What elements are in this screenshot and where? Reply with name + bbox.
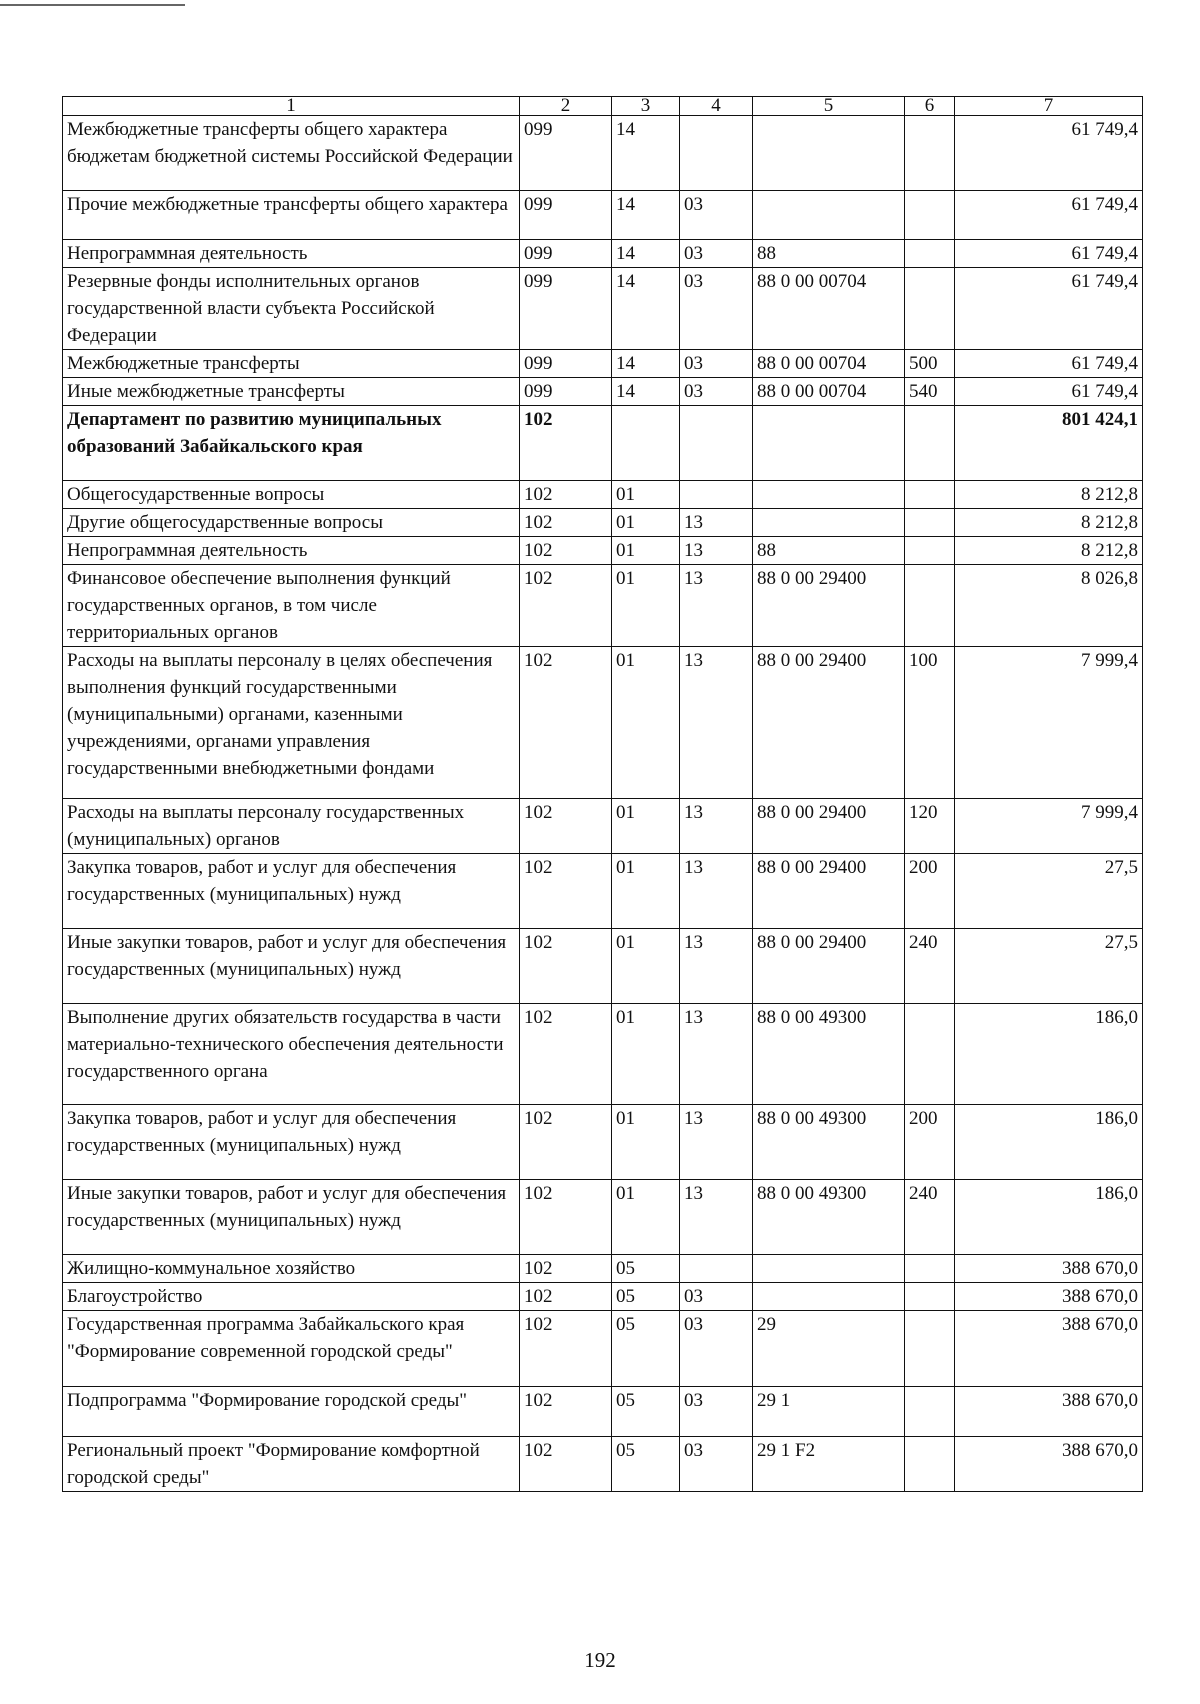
table-row	[63, 268, 1143, 350]
expense-type-cell	[905, 537, 955, 565]
amount-cell: 8 212,8	[955, 537, 1143, 565]
admin-code-cell: 102	[520, 406, 612, 481]
target-code-cell	[753, 406, 905, 481]
admin-code-cell: 102	[520, 1387, 612, 1437]
expense-type-cell: 540	[905, 378, 955, 406]
section-code-cell: 05	[612, 1283, 680, 1311]
section-code-cell: 01	[612, 509, 680, 537]
expense-type-cell: 120	[905, 799, 955, 854]
row-name-cell: Государственная программа Забайкальского края "Формирование современной городской среды"	[63, 1311, 520, 1387]
target-code-cell: 29 1	[753, 1387, 905, 1437]
table-row	[63, 191, 1143, 240]
target-code-cell: 29 1 F2	[753, 1437, 905, 1492]
target-code-cell: 88 0 00 49300	[753, 1105, 905, 1180]
subsection-code-cell: 13	[680, 647, 753, 799]
expense-type-cell: 240	[905, 929, 955, 1004]
admin-code-cell: 102	[520, 481, 612, 509]
subsection-code-cell: 03	[680, 1387, 753, 1437]
target-code-cell	[753, 509, 905, 537]
amount-cell: 7 999,4	[955, 799, 1143, 854]
admin-code-cell: 099	[520, 350, 612, 378]
section-code-cell: 01	[612, 854, 680, 929]
budget-table	[62, 96, 1143, 1492]
target-code-cell	[753, 1283, 905, 1311]
table-row	[63, 1255, 1143, 1283]
table-row	[63, 509, 1143, 537]
expense-type-cell	[905, 1255, 955, 1283]
table-row	[63, 240, 1143, 268]
admin-code-cell: 102	[520, 854, 612, 929]
expense-type-cell: 200	[905, 854, 955, 929]
row-name-cell: Подпрограмма "Формирование городской среды"	[63, 1387, 520, 1437]
table-row	[63, 481, 1143, 509]
table-row	[63, 1311, 1143, 1387]
row-name-cell: Благоустройство	[63, 1283, 520, 1311]
admin-code-cell: 102	[520, 799, 612, 854]
scan-artifact-line	[0, 4, 185, 6]
target-code-cell	[753, 481, 905, 509]
expense-type-cell	[905, 116, 955, 191]
section-code-cell: 14	[612, 116, 680, 191]
row-name-cell: Финансовое обеспечение выполнения функций государственных органов, в том числе территориальных органов	[63, 565, 520, 647]
subsection-code-cell: 03	[680, 191, 753, 240]
section-code-cell: 01	[612, 1004, 680, 1105]
admin-code-cell: 102	[520, 1437, 612, 1492]
row-name-cell: Закупка товаров, работ и услуг для обеспечения государственных (муниципальных) нужд	[63, 854, 520, 929]
admin-code-cell: 099	[520, 116, 612, 191]
row-name-cell: Региональный проект "Формирование комфортной городской среды"	[63, 1437, 520, 1492]
section-code-cell: 05	[612, 1437, 680, 1492]
subsection-code-cell: 13	[680, 565, 753, 647]
section-code-cell	[612, 406, 680, 481]
subsection-code-cell: 13	[680, 537, 753, 565]
amount-cell: 388 670,0	[955, 1255, 1143, 1283]
row-name-cell: Межбюджетные трансферты общего характера бюджетам бюджетной системы Российской Федерации	[63, 116, 520, 191]
target-code-cell: 88 0 00 49300	[753, 1004, 905, 1105]
section-code-cell: 01	[612, 647, 680, 799]
subsection-code-cell: 13	[680, 1105, 753, 1180]
section-code-cell: 01	[612, 537, 680, 565]
amount-cell: 186,0	[955, 1180, 1143, 1255]
section-code-cell: 14	[612, 268, 680, 350]
row-name-cell: Общегосударственные вопросы	[63, 481, 520, 509]
subsection-code-cell	[680, 1255, 753, 1283]
subsection-code-cell: 03	[680, 1437, 753, 1492]
subsection-code-cell: 03	[680, 240, 753, 268]
target-code-cell	[753, 191, 905, 240]
subsection-code-cell: 13	[680, 929, 753, 1004]
amount-cell: 61 749,4	[955, 378, 1143, 406]
amount-cell: 7 999,4	[955, 647, 1143, 799]
expense-type-cell	[905, 268, 955, 350]
target-code-cell	[753, 1255, 905, 1283]
target-code-cell	[753, 116, 905, 191]
subsection-code-cell	[680, 116, 753, 191]
amount-cell: 61 749,4	[955, 240, 1143, 268]
table-row	[63, 350, 1143, 378]
section-code-cell: 01	[612, 1180, 680, 1255]
target-code-cell: 88 0 00 00704	[753, 268, 905, 350]
column-number: 4	[680, 97, 753, 116]
expense-type-cell	[905, 1004, 955, 1105]
section-code-cell: 14	[612, 350, 680, 378]
section-code-cell: 01	[612, 481, 680, 509]
row-name-cell: Расходы на выплаты персоналу государственных (муниципальных) органов	[63, 799, 520, 854]
section-code-cell: 05	[612, 1311, 680, 1387]
amount-cell: 186,0	[955, 1004, 1143, 1105]
row-name-cell: Расходы на выплаты персоналу в целях обеспечения выполнения функций государственными (муниципальными) органами, казенными учреждениями, органами управления государственными внебюджетными фондами	[63, 647, 520, 799]
row-name-cell: Выполнение других обязательств государства в части материально-технического обеспечения деятельности государственного органа	[63, 1004, 520, 1105]
amount-cell: 61 749,4	[955, 116, 1143, 191]
amount-cell: 8 212,8	[955, 509, 1143, 537]
admin-code-cell: 102	[520, 1180, 612, 1255]
admin-code-cell: 102	[520, 1311, 612, 1387]
column-number: 2	[520, 97, 612, 116]
table-row	[63, 406, 1143, 481]
target-code-cell: 88	[753, 240, 905, 268]
admin-code-cell: 099	[520, 240, 612, 268]
subsection-code-cell: 13	[680, 509, 753, 537]
subsection-code-cell: 03	[680, 268, 753, 350]
subsection-code-cell	[680, 406, 753, 481]
section-code-cell: 01	[612, 565, 680, 647]
row-name-cell: Другие общегосударственные вопросы	[63, 509, 520, 537]
admin-code-cell: 102	[520, 1105, 612, 1180]
subsection-code-cell: 13	[680, 799, 753, 854]
admin-code-cell: 102	[520, 929, 612, 1004]
admin-code-cell: 099	[520, 191, 612, 240]
subsection-code-cell: 03	[680, 378, 753, 406]
expense-type-cell	[905, 240, 955, 268]
admin-code-cell: 102	[520, 565, 612, 647]
row-name-cell: Непрограммная деятельность	[63, 240, 520, 268]
column-number: 3	[612, 97, 680, 116]
table-row	[63, 565, 1143, 647]
row-name-cell: Иные закупки товаров, работ и услуг для обеспечения государственных (муниципальных) нужд	[63, 929, 520, 1004]
target-code-cell: 88	[753, 537, 905, 565]
admin-code-cell: 102	[520, 1004, 612, 1105]
subsection-code-cell: 13	[680, 1180, 753, 1255]
table-row	[63, 378, 1143, 406]
subsection-code-cell: 13	[680, 854, 753, 929]
expense-type-cell	[905, 565, 955, 647]
admin-code-cell: 102	[520, 647, 612, 799]
amount-cell: 8 212,8	[955, 481, 1143, 509]
expense-type-cell	[905, 481, 955, 509]
row-name-cell: Департамент по развитию муниципальных образований Забайкальского края	[63, 406, 520, 481]
amount-cell: 61 749,4	[955, 268, 1143, 350]
expense-type-cell: 240	[905, 1180, 955, 1255]
expense-type-cell	[905, 1311, 955, 1387]
section-code-cell: 01	[612, 799, 680, 854]
amount-cell: 61 749,4	[955, 350, 1143, 378]
table-row	[63, 929, 1143, 1004]
subsection-code-cell	[680, 481, 753, 509]
target-code-cell: 88 0 00 00704	[753, 378, 905, 406]
section-code-cell: 01	[612, 1105, 680, 1180]
target-code-cell: 88 0 00 29400	[753, 647, 905, 799]
expense-type-cell	[905, 191, 955, 240]
table-row	[63, 1180, 1143, 1255]
table-row	[63, 1283, 1143, 1311]
target-code-cell: 88 0 00 29400	[753, 929, 905, 1004]
target-code-cell: 88 0 00 29400	[753, 854, 905, 929]
admin-code-cell: 102	[520, 1283, 612, 1311]
admin-code-cell: 102	[520, 1255, 612, 1283]
table-row	[63, 647, 1143, 799]
target-code-cell: 88 0 00 49300	[753, 1180, 905, 1255]
subsection-code-cell: 03	[680, 1283, 753, 1311]
amount-cell: 388 670,0	[955, 1437, 1143, 1492]
column-number-row	[63, 97, 1143, 116]
section-code-cell: 01	[612, 929, 680, 1004]
target-code-cell: 88 0 00 29400	[753, 799, 905, 854]
row-name-cell: Межбюджетные трансферты	[63, 350, 520, 378]
row-name-cell: Резервные фонды исполнительных органов государственной власти субъекта Российской Федерации	[63, 268, 520, 350]
subsection-code-cell: 03	[680, 1311, 753, 1387]
amount-cell: 186,0	[955, 1105, 1143, 1180]
table-row	[63, 1437, 1143, 1492]
expense-type-cell	[905, 406, 955, 481]
row-name-cell: Иные закупки товаров, работ и услуг для обеспечения государственных (муниципальных) нужд	[63, 1180, 520, 1255]
row-name-cell: Закупка товаров, работ и услуг для обеспечения государственных (муниципальных) нужд	[63, 1105, 520, 1180]
section-code-cell: 14	[612, 191, 680, 240]
table-row	[63, 799, 1143, 854]
expense-type-cell: 500	[905, 350, 955, 378]
row-name-cell: Жилищно-коммунальное хозяйство	[63, 1255, 520, 1283]
table-row	[63, 1387, 1143, 1437]
target-code-cell: 29	[753, 1311, 905, 1387]
expense-type-cell	[905, 509, 955, 537]
amount-cell: 27,5	[955, 929, 1143, 1004]
budget-table-body	[63, 97, 1143, 1492]
subsection-code-cell: 13	[680, 1004, 753, 1105]
table-row	[63, 537, 1143, 565]
admin-code-cell: 099	[520, 378, 612, 406]
amount-cell: 61 749,4	[955, 191, 1143, 240]
row-name-cell: Иные межбюджетные трансферты	[63, 378, 520, 406]
table-row	[63, 1004, 1143, 1105]
expense-type-cell: 200	[905, 1105, 955, 1180]
subsection-code-cell: 03	[680, 350, 753, 378]
target-code-cell: 88 0 00 29400	[753, 565, 905, 647]
section-code-cell: 14	[612, 378, 680, 406]
amount-cell: 27,5	[955, 854, 1143, 929]
expense-type-cell: 100	[905, 647, 955, 799]
page-number: 192	[584, 1648, 616, 1672]
amount-cell: 801 424,1	[955, 406, 1143, 481]
section-code-cell: 05	[612, 1255, 680, 1283]
section-code-cell: 14	[612, 240, 680, 268]
row-name-cell: Прочие межбюджетные трансферты общего характера	[63, 191, 520, 240]
target-code-cell: 88 0 00 00704	[753, 350, 905, 378]
expense-type-cell	[905, 1437, 955, 1492]
table-row	[63, 854, 1143, 929]
table-row	[63, 116, 1143, 191]
expense-type-cell	[905, 1283, 955, 1311]
column-number: 7	[955, 97, 1143, 116]
amount-cell: 388 670,0	[955, 1311, 1143, 1387]
amount-cell: 388 670,0	[955, 1387, 1143, 1437]
amount-cell: 8 026,8	[955, 565, 1143, 647]
row-name-cell: Непрограммная деятельность	[63, 537, 520, 565]
column-number: 6	[905, 97, 955, 116]
expense-type-cell	[905, 1387, 955, 1437]
admin-code-cell: 102	[520, 537, 612, 565]
column-number: 1	[63, 97, 520, 116]
admin-code-cell: 099	[520, 268, 612, 350]
admin-code-cell: 102	[520, 509, 612, 537]
table-row	[63, 1105, 1143, 1180]
section-code-cell: 05	[612, 1387, 680, 1437]
column-number: 5	[753, 97, 905, 116]
amount-cell: 388 670,0	[955, 1283, 1143, 1311]
